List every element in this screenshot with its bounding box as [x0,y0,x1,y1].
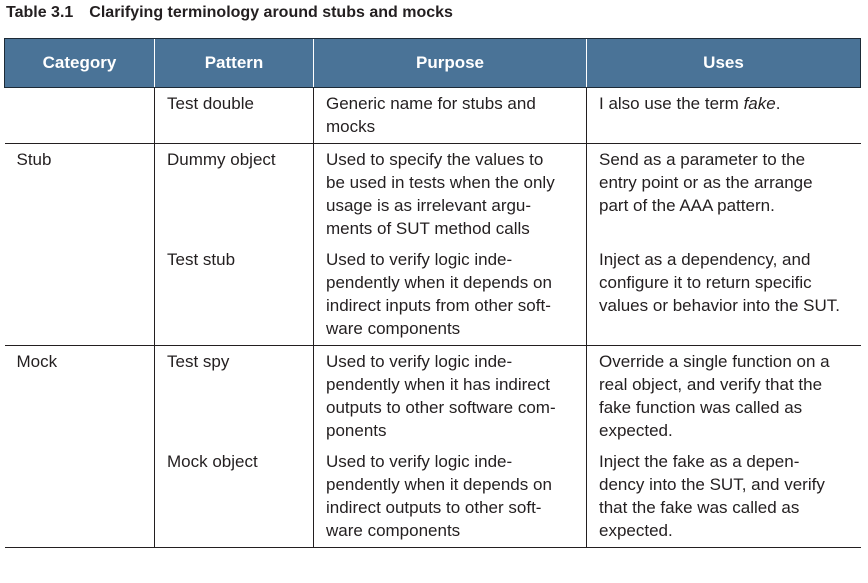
cell-category [5,447,155,548]
table-row [5,144,861,246]
table-row [5,447,861,548]
cell-category [5,88,155,144]
cell-uses: I also use the term fake. [587,88,861,144]
cell-category [5,245,155,346]
cell-uses: Inject the fake as a depen- dency into the SUT, and verify that the fake was called as expected. [587,447,861,548]
cell-pattern: Dummy object [155,144,314,246]
cell-uses: Inject as a dependency, and configure it to return specific values or behavior into the SUT. [587,245,861,346]
cell-pattern: Mock object [155,447,314,548]
cell-purpose: Used to verify logic inde- pendently when it has indirect outputs to other software com- ponents [314,346,587,448]
header-pattern: Pattern [155,39,314,88]
header-uses: Uses [587,39,861,88]
cell-purpose: Used to verify logic inde- pendently when it depends on indirect inputs from other soft- ware components [314,245,587,346]
table-number: Table 3.1 [6,4,74,21]
header-purpose: Purpose [314,39,587,88]
cell-category: Stub [16,150,52,169]
terminology-table [4,38,861,548]
cell-category: Mock [16,352,58,371]
table-row [5,346,861,448]
cell-uses: Override a single function on a real object, and verify that the fake function was called as expected. [587,346,861,448]
table-row [5,245,861,346]
cell-purpose: Generic name for stubs and mocks [314,88,587,144]
cell-purpose: Used to specify the values to be used in tests when the only usage is as irrelevant argu- ments of SUT method calls [314,144,587,246]
cell-pattern: Test stub [155,245,314,346]
cell-uses: Send as a parameter to the entry point or as the arrange part of the AAA pattern. [587,144,861,246]
header-category: Category [5,39,155,88]
table-title: Clarifying terminology around stubs and mocks [89,4,453,21]
table-row [5,88,861,144]
cell-purpose: Used to verify logic inde- pendently when it depends on indirect outputs to other soft- ware components [314,447,587,548]
emphasis-fake: fake [743,94,776,113]
cell-pattern: Test double [155,88,314,144]
table-caption [6,4,453,22]
cell-pattern: Test spy [155,346,314,448]
header-row [5,39,861,88]
